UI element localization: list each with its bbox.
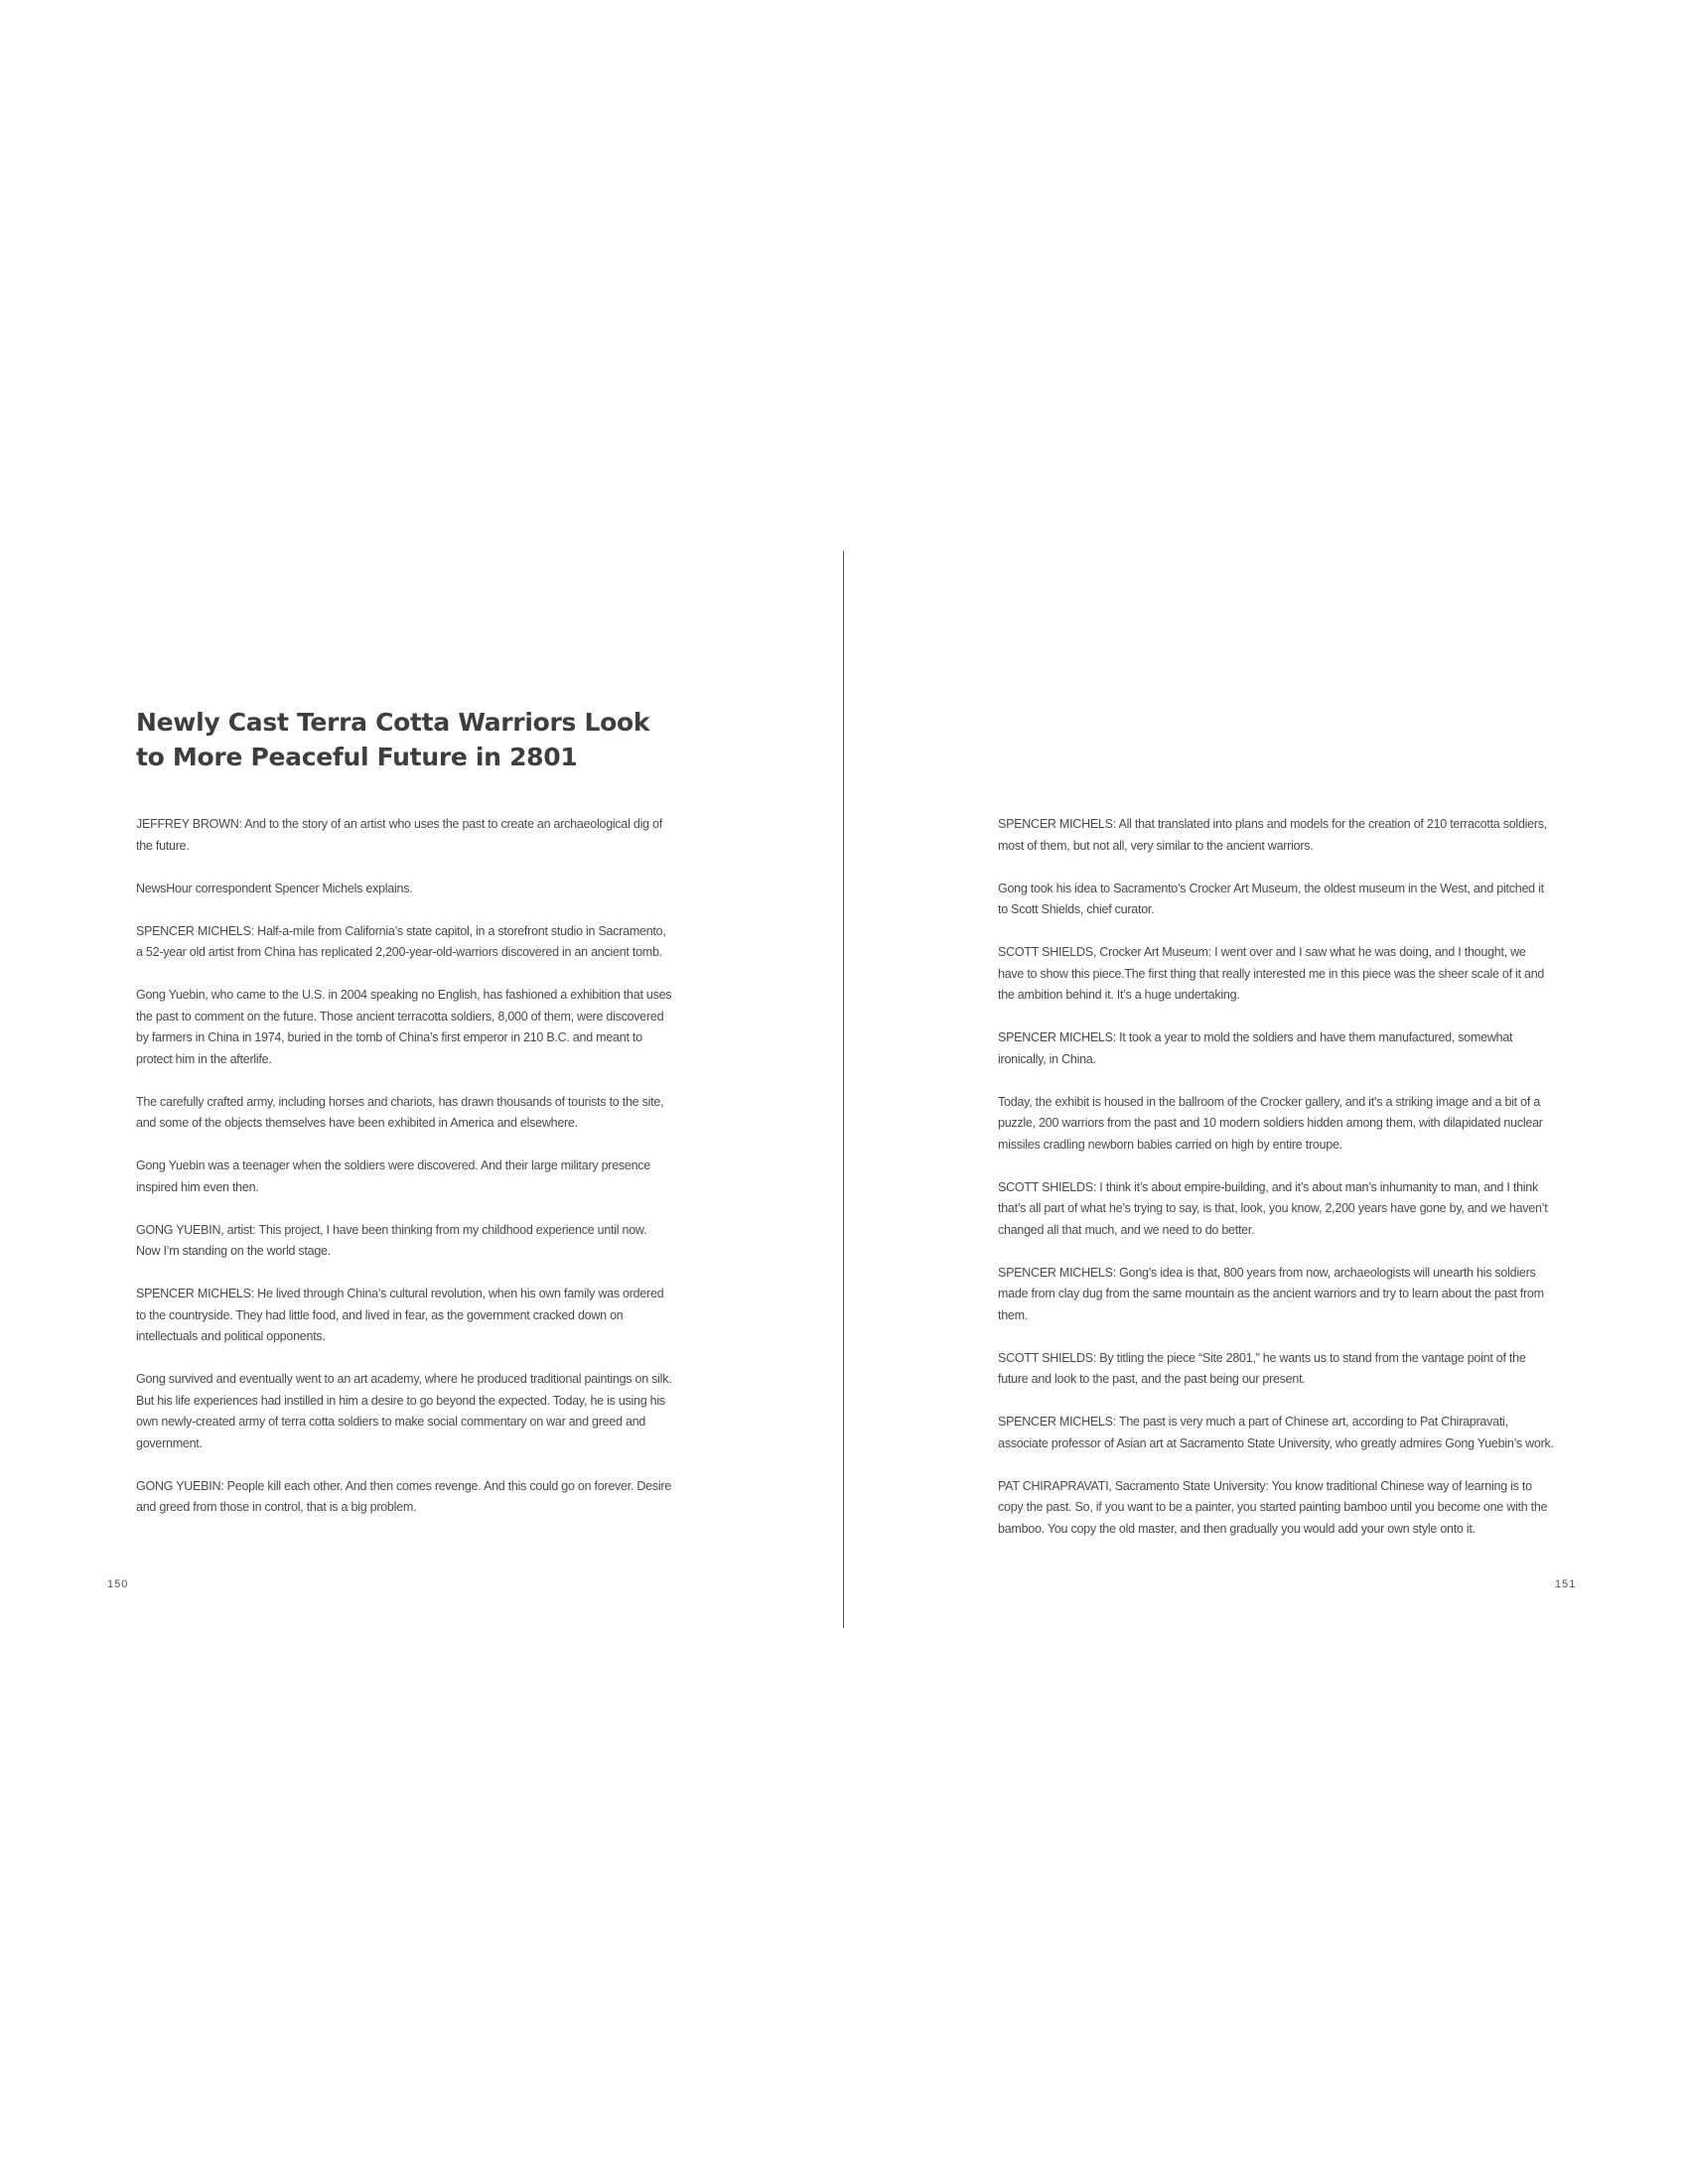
- right-page-body: [998, 814, 1554, 1562]
- right-paragraph: SCOTT SHIELDS: By titling the piece “Site 2801,” he wants us to stand from the vantage point of the future and look to the past, and the past being our present.: [998, 1350, 1526, 1386]
- right-paragraph: SPENCER MICHELS: It took a year to mold the soldiers and have them manufactured, somewhat ironically, in China.: [998, 1030, 1513, 1066]
- right-paragraph: Today, the exhibit is housed in the ballroom of the Crocker gallery, and it’s a striking image and a bit of a puzzle, 200 warriors from the past and 10 modern soldiers hidden among them, with dilapidated nuclear missiles cradling newborn babies carried on high by entire troupe.: [998, 1094, 1543, 1152]
- left-paragraph: SPENCER MICHELS: He lived through China’s cultural revolution, when his own family was ordered to the countryside. They had little food, and lived in fear, as the government cracked down on intellectuals and political opponents.: [136, 1287, 664, 1343]
- right-paragraph: SPENCER MICHELS: All that translated into plans and models for the creation of 210 terracotta soldiers, most of them, but not all, very similar to the ancient warriors.: [998, 817, 1548, 853]
- page-gutter-divider: [843, 551, 844, 1628]
- left-paragraph: JEFFREY BROWN: And to the story of an artist who uses the past to create an archaeological dig of the future.: [136, 817, 662, 853]
- left-paragraph: Gong Yuebin, who came to the U.S. in 2004 speaking no English, has fashioned a exhibition that uses the past to comment on the future. Those ancient terracotta soldiers, 8,000 of them, were discovered by farmers in China in 1974, buried in the tomb of China’s first emperor in 210 B.C. and meant to protect him in the afterlife.: [136, 988, 672, 1066]
- left-paragraph: GONG YUEBIN: People kill each other. And then comes revenge. And this could go on forever. Desire and greed from those in control, that is a big problem.: [136, 1478, 672, 1514]
- article-title: [136, 705, 692, 774]
- left-page-number: 150: [107, 1578, 129, 1590]
- left-paragraph: SPENCER MICHELS: Half-a-mile from California’s state capitol, in a storefront studio in Sacramento, a 52-year old artist from China has replicated 2,200-year-old-warriors discovered in an ancient tomb.: [136, 923, 666, 959]
- article-title-line-2: to More Peaceful Future in 2801: [136, 743, 578, 771]
- right-paragraph: SPENCER MICHELS: Gong’s idea is that, 800 years from now, archaeologists will unearth his soldiers made from clay dug from the same mountain as the ancient warriors and try to learn about the past from them.: [998, 1265, 1544, 1322]
- right-paragraph: SPENCER MICHELS: The past is very much a part of Chinese art, according to Pat Chirapravati, associate professor of Asian art at Sacramento State University, who greatly admires Gong Yuebin’s work.: [998, 1415, 1554, 1450]
- left-paragraph: GONG YUEBIN, artist: This project, I have been thinking from my childhood experience until now. Now I’m standing on the world stage.: [136, 1222, 647, 1258]
- left-page-body: [136, 814, 672, 1540]
- right-paragraph: PAT CHIRAPRAVATI, Sacramento State University: You know traditional Chinese way of learning is to copy the past. So, if you want to be a painter, you started painting bamboo until you become one with the bamboo. You copy the old master, and then gradually you would add your own style onto it.: [998, 1478, 1548, 1536]
- right-paragraph: Gong took his idea to Sacramento’s Crocker Art Museum, the oldest museum in the West, and pitched it to Scott Shields, chief curator.: [998, 881, 1544, 916]
- left-paragraph: The carefully crafted army, including horses and chariots, has drawn thousands of tourists to the site, and some of the objects themselves have been exhibited in America and elsewhere.: [136, 1094, 664, 1130]
- article-title-line-1: Newly Cast Terra Cotta Warriors Look: [136, 708, 650, 737]
- left-paragraph: Gong survived and eventually went to an art academy, where he produced traditional paintings on silk. But his life experiences had instilled in him a desire to go beyond the expected. Today, he is using his own newly-created army of terra cotta soldiers to make social commentary on war and greed and government.: [136, 1372, 672, 1450]
- left-paragraph: NewsHour correspondent Spencer Michels explains.: [136, 881, 413, 895]
- right-page-number: 151: [1555, 1578, 1577, 1590]
- left-paragraph: Gong Yuebin was a teenager when the soldiers were discovered. And their large military presence inspired him even then.: [136, 1159, 650, 1194]
- right-paragraph: SCOTT SHIELDS, Crocker Art Museum: I went over and I saw what he was doing, and I thought, we have to show this piece.The first thing that really interested me in this piece was the sheer scale of it and the ambition behind it. It’s a huge undertaking.: [998, 945, 1545, 1002]
- right-paragraph: SCOTT SHIELDS: I think it’s about empire-building, and it’s about man’s inhumanity to man, and I think that’s all part of what he’s trying to say, is that, look, you know, 2,200 years have gone by, and we haven’t changed all that much, and we need to do better.: [998, 1179, 1548, 1237]
